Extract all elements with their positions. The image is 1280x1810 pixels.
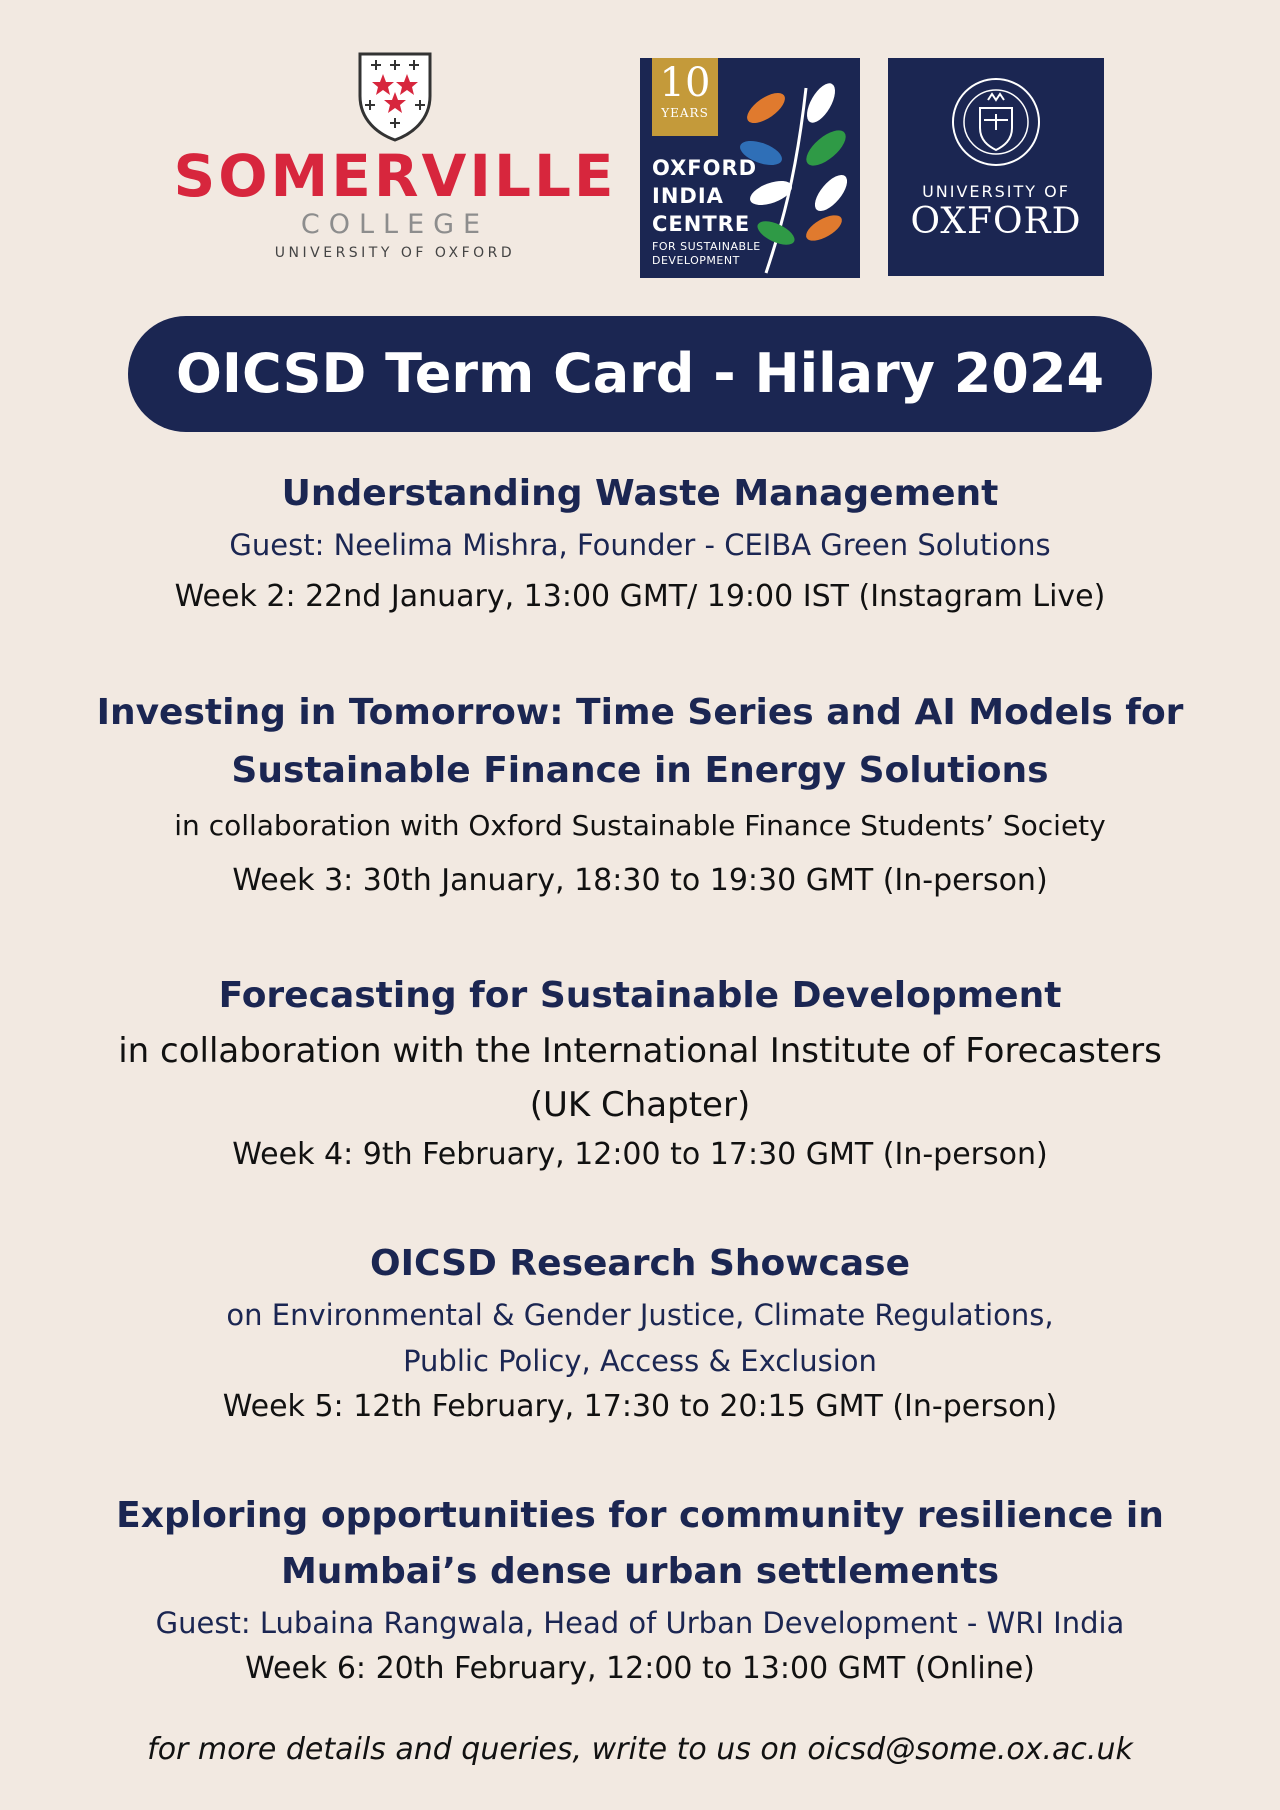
oicsd-subtitle-line: DEVELOPMENT <box>652 254 740 267</box>
somerville-college-logo <box>170 50 620 290</box>
events-list <box>20 466 1260 1750</box>
oicsd-name-line: OXFORD <box>652 156 758 180</box>
event-guest: Guest: Lubaina Rangwala, Head of Urban Development - WRI India <box>155 1606 1125 1640</box>
event-research-showcase <box>20 1236 1260 1430</box>
event-collaboration: (UK Chapter) <box>529 1085 751 1125</box>
event-community-resilience <box>20 1488 1260 1692</box>
oxford-university-of-label: UNIVERSITY OF <box>922 182 1070 201</box>
event-title: Mumbai’s dense urban settlements <box>280 1551 999 1592</box>
ten-years-badge <box>652 58 718 136</box>
event-investing-in-tomorrow <box>20 684 1260 910</box>
oicsd-name-line: INDIA <box>652 184 724 208</box>
event-datetime: Week 5: 12th February, 17:30 to 20:15 GMT (In-person) <box>222 1389 1058 1424</box>
event-topics: Public Policy, Access & Exclusion <box>403 1344 877 1378</box>
oicsd-name <box>652 154 757 238</box>
event-title: Forecasting for Sustainable Development <box>218 975 1062 1016</box>
oicsd-name-line: CENTRE <box>652 212 751 236</box>
university-of-oxford-logo <box>888 58 1104 276</box>
oicsd-subtitle-line: FOR SUSTAINABLE <box>652 240 761 253</box>
oxford-crest-icon <box>950 76 1042 168</box>
event-title: Understanding Waste Management <box>281 473 999 514</box>
event-collaboration: in collaboration with Oxford Sustainable Finance Students’ Society <box>174 809 1106 842</box>
page-title: OICSD Term Card - Hilary 2024 <box>128 316 1152 432</box>
ten-years-label: YEARS <box>661 106 709 120</box>
somerville-shield-icon <box>356 50 434 142</box>
somerville-college-label: COLLEGE <box>300 209 490 240</box>
event-datetime: Week 3: 30th January, 18:30 to 19:30 GMT (In-person) <box>232 863 1048 898</box>
event-datetime: Week 6: 20th February, 12:00 to 13:00 GMT (Online) <box>245 1651 1035 1686</box>
contact-footer: for more details and queries, write to us on oicsd@some.ox.ac.uk <box>147 1732 1133 1767</box>
event-guest: Guest: Neelima Mishra, Founder - CEIBA Green Solutions <box>229 528 1051 562</box>
logo-strip <box>0 50 1280 280</box>
ten-years-number: 10 <box>659 60 711 106</box>
event-datetime: Week 4: 9th February, 12:00 to 17:30 GMT (In-person) <box>232 1137 1048 1172</box>
event-topics: on Environmental & Gender Justice, Climate Regulations, <box>226 1298 1054 1332</box>
event-waste-management <box>20 466 1260 626</box>
event-datetime: Week 2: 22nd January, 13:00 GMT/ 19:00 IST (Instagram Live) <box>174 579 1106 614</box>
oxford-name: OXFORD <box>910 201 1082 242</box>
event-title: Exploring opportunities for community resilience in <box>116 1495 1164 1536</box>
event-forecasting <box>20 968 1260 1178</box>
event-title: Investing in Tomorrow: Time Series and AI Models for <box>96 692 1184 733</box>
event-title: OICSD Research Showcase <box>370 1243 910 1284</box>
somerville-university-label: UNIVERSITY OF OXFORD <box>274 245 516 261</box>
oxford-india-centre-logo <box>640 58 860 278</box>
event-title: Sustainable Finance in Energy Solutions <box>231 750 1049 791</box>
oicsd-subtitle <box>652 240 761 268</box>
event-collaboration: in collaboration with the International Institute of Forecasters <box>118 1031 1162 1071</box>
somerville-name: SOMERVILLE <box>173 142 617 210</box>
